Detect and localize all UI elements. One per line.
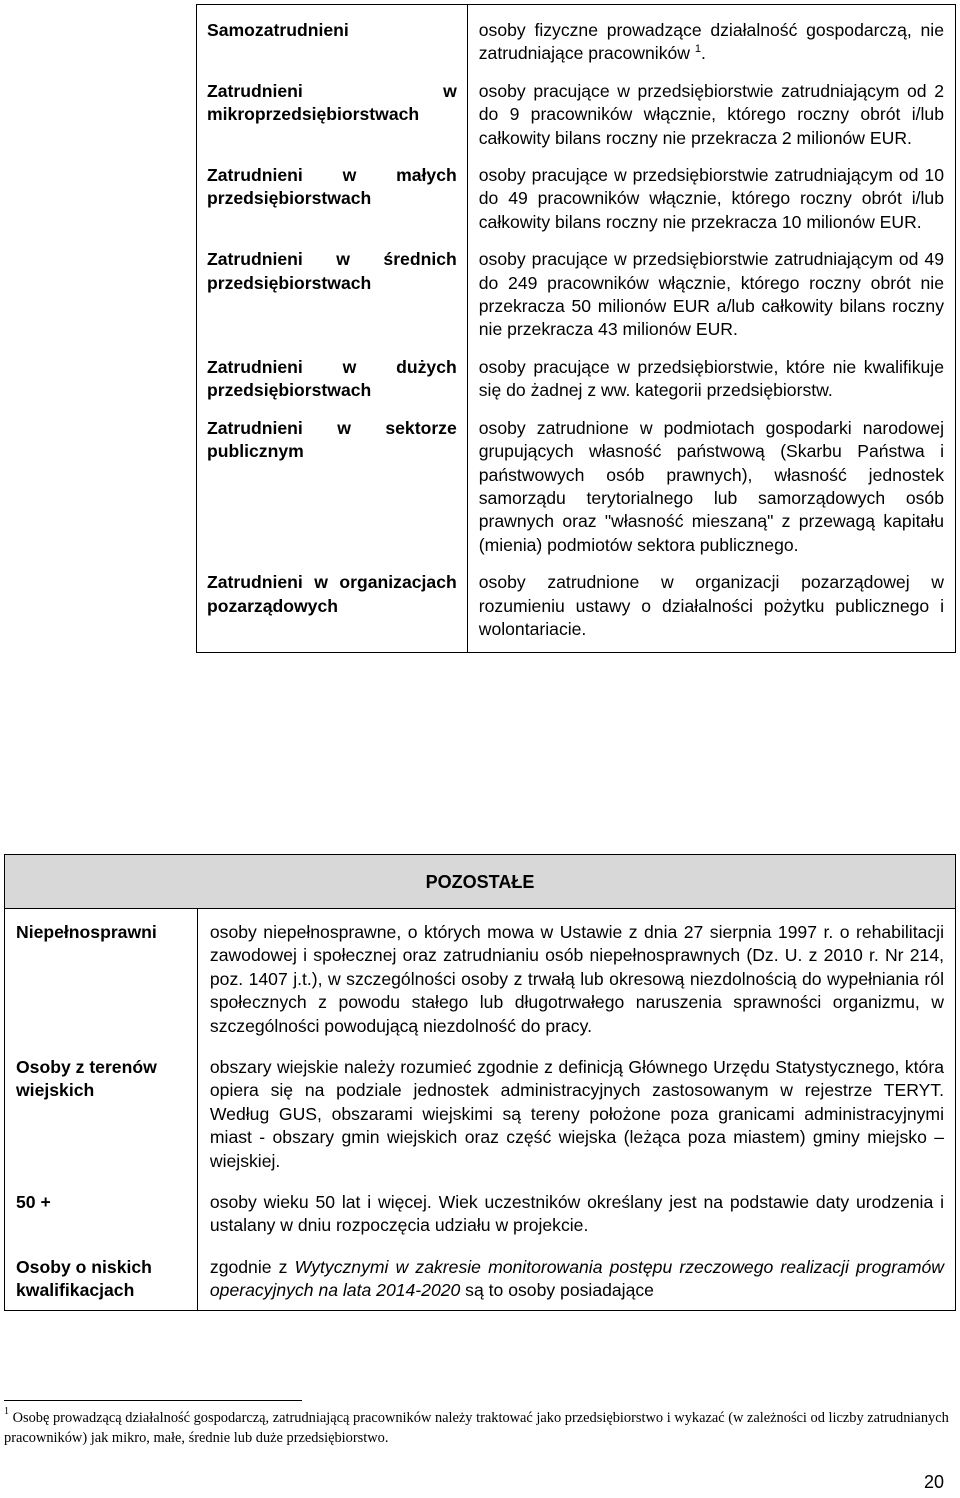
footnote-number: 1 bbox=[4, 1406, 9, 1418]
definition-cell: obszary wiejskie należy rozumieć zgodnie z definicją Głównego Urzędu Statystycznego, która opiera się na podziale jednostek administracyjnych zastosowanym w rejestrze TERYT. Według GUS, obszarami wiejskimi są tereny położone poza granicami administracyjnymi miast - obszary gmin wiejskich oraz część wiejska (leżąca poza miastem) gminy miejsko – wiejskiej. bbox=[197, 1044, 955, 1179]
definition-cell bbox=[467, 5, 955, 66]
definition-prefix: zgodnie z bbox=[209, 1256, 295, 1277]
table-row bbox=[197, 234, 956, 342]
definition-end: . bbox=[701, 43, 706, 64]
term-cell: Osoby o niskich kwalifikacjach bbox=[5, 1244, 198, 1310]
definition-cell: osoby pracujące w przedsiębiorstwie zatrudniającym od 49 do 249 pracowników włącznie, którego roczny obrót nie przekracza 50 milionów EUR a/lub całkowity bilans roczny nie przekracza 43 milionów EUR. bbox=[467, 234, 955, 342]
guidelines-title: Wytycznymi w zakresie monitorowania postępu rzeczowego realizacji programów operacyjnych na lata 2014-2020 bbox=[209, 1256, 944, 1301]
definition-cell: osoby pracujące w przedsiębiorstwie zatrudniającym od 2 do 9 pracowników włącznie, którego roczny obrót i/lub całkowity bilans roczny nie przekracza 2 milionów EUR. bbox=[467, 66, 955, 150]
table-row bbox=[5, 909, 956, 1044]
term-cell: Zatrudnieni w mikroprzedsiębiorstwach bbox=[197, 66, 468, 150]
definition-text: osoby fizyczne prowadzące działalność gospodarczą, nie zatrudniające pracowników bbox=[478, 20, 944, 64]
table-row bbox=[5, 1179, 956, 1244]
table-row bbox=[5, 1044, 956, 1179]
section-header bbox=[4, 854, 956, 909]
definition-cell: osoby pracujące w przedsiębiorstwie, które nie kwalifikuje się do żadnej z ww. kategorii przedsiębiorstw. bbox=[467, 342, 955, 403]
term-cell: Zatrudnieni w dużych przedsiębiorstwach bbox=[197, 342, 468, 403]
definition-cell: osoby wieku 50 lat i więcej. Wiek uczestników określany jest na podstawie daty urodzenia i ustalany w dniu rozpoczęcia udziału w projekcie. bbox=[197, 1179, 955, 1244]
definition-cell: osoby zatrudnione w organizacji pozarządowej w rozumieniu ustawy o działalności pożytku publicznego i wolontariacie. bbox=[467, 557, 955, 653]
footnote-separator bbox=[4, 1400, 302, 1401]
table-row bbox=[197, 403, 956, 557]
term-cell: Zatrudnieni w średnich przedsiębiorstwach bbox=[197, 234, 468, 342]
definition-suffix: są to osoby posiadające bbox=[460, 1280, 654, 1301]
term-cell: Zatrudnieni w małych przedsiębiorstwach bbox=[197, 150, 468, 234]
table-row bbox=[5, 1244, 956, 1310]
definition-cell: osoby zatrudnione w podmiotach gospodarki narodowej grupujących własność państwową (Skarbu Państwa i państwowych osób prawnych), własność jednostek samorządu terytorialnego lub samorządowych osób prawnych oraz "własność mieszaną" z przewagą kapitału (mienia) podmiotów sektora publicznego. bbox=[467, 403, 955, 557]
term-cell: 50 + bbox=[5, 1179, 198, 1244]
table-row bbox=[197, 557, 956, 653]
footnote bbox=[4, 1408, 954, 1448]
table-row bbox=[197, 66, 956, 150]
definition-cell bbox=[197, 1244, 955, 1310]
table-row bbox=[197, 342, 956, 403]
definition-cell: osoby niepełnosprawne, o których mowa w Ustawie z dnia 27 sierpnia 1997 r. o rehabilitacji zawodowej i społecznej oraz zatrudnianiu osób niepełnosprawnych (Dz. U. z 2010 r. Nr 214, poz. 1407 j.t.), w szczególności osoby z trwałą lub okresową niezdolnością do wypełniania ról społecznych z powodu stałego lub długotrwałego naruszenia sprawności organizmu, w szczególności powodującą niezdolność do pracy. bbox=[197, 909, 955, 1044]
term-cell: Zatrudnieni w sektorze publicznym bbox=[197, 403, 468, 557]
term-cell: Osoby z terenów wiejskich bbox=[5, 1044, 198, 1179]
definition-cell: osoby pracujące w przedsiębiorstwie zatrudniającym od 10 do 49 pracowników włącznie, którego roczny obrót i/lub całkowity bilans roczny nie przekracza 10 milionów EUR. bbox=[467, 150, 955, 234]
table-row bbox=[197, 150, 956, 234]
footnote-text: Osobę prowadzącą działalność gospodarczą, zatrudniającą pracowników należy traktować jako przedsiębiorstwo i wykazać (w zależności od liczby zatrudnianych pracowników) jak mikro, małe, średnie lub duże przedsiębiorstwo. bbox=[4, 1410, 949, 1446]
table-row bbox=[197, 5, 956, 66]
footnote-ref[interactable]: 1 bbox=[694, 43, 702, 56]
term-cell: Niepełnosprawni bbox=[5, 909, 198, 1044]
term-cell: Samozatrudnieni bbox=[197, 5, 468, 66]
section-title: POZOSTAŁE bbox=[425, 872, 535, 892]
page-number: 20 bbox=[923, 1472, 944, 1492]
term-cell: Zatrudnieni w organizacjach pozarządowych bbox=[197, 557, 468, 653]
other-categories-table bbox=[4, 909, 956, 1311]
employment-categories-table bbox=[196, 4, 956, 653]
